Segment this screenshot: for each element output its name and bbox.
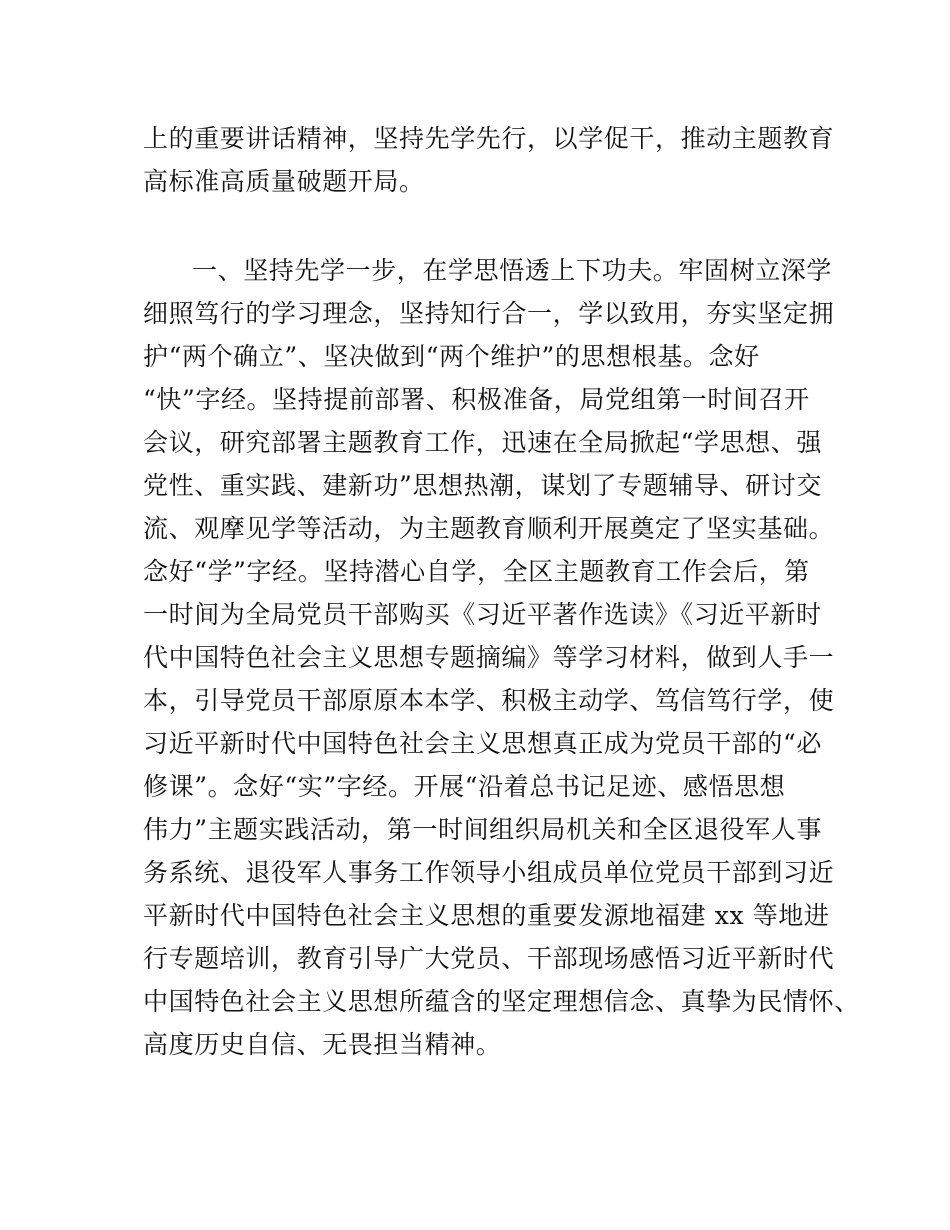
body-line: 修课”。念好“实”字经。开展“沿着总书记足迹、感悟思想 (143, 772, 786, 801)
body-line: 代中国特色社会主义思想专题摘编》等学习材料，做到人手一 (143, 643, 835, 672)
body-line: 伟力”主题实践活动，第一时间组织局机关和全区退役军人事 (143, 815, 822, 844)
body-line: 中国特色社会主义思想所蕴含的坚定理想信念、真挚为民情怀、 (143, 987, 860, 1016)
intro-line: 上的重要讲话精神，坚持先学先行，以学促干，推动主题教育 (143, 124, 835, 153)
section-one-heading-line: 一、坚持先学一步，在学思悟透上下功夫。牢固树立深学 (192, 256, 833, 285)
body-line: 习近平新时代中国特色社会主义思想真正成为党员干部的“必 (143, 729, 822, 758)
body-line: 平新时代中国特色社会主义思想的重要发源地福建 xx 等地进 (143, 901, 830, 930)
body-line: 务系统、退役军人事务工作领导小组成员单位党员干部到习近 (143, 858, 835, 887)
body-line: 细照笃行的学习理念，坚持知行合一，学以致用，夯实坚定拥 (143, 299, 835, 328)
body-line: 党性、重实践、建新功”思想热潮，谋划了专题辅导、研讨交 (143, 471, 822, 500)
body-line: “快”字经。坚持提前部署、积极准备，局党组第一时间召开 (143, 385, 810, 414)
body-line: 会议，研究部署主题教育工作，迅速在全局掀起“学思想、强 (143, 428, 822, 457)
body-line: 本，引导党员干部原原本本学、积极主动学、笃信笃行学，使 (143, 686, 835, 715)
body-line: 一时间为全局党员干部购买《习近平著作选读》《习近平新时 (143, 600, 822, 629)
body-line: 护“两个确立”、坚决做到“两个维护”的思想根基。念好 (143, 342, 760, 371)
body-line: 念好“学”字经。坚持潜心自学，全区主题教育工作会后，第 (143, 557, 810, 586)
body-line: 流、观摩见学等活动，为主题教育顺利开展奠定了坚实基础。 (143, 514, 835, 543)
body-line: 高度历史自信、无畏担当精神。 (143, 1030, 502, 1059)
body-line: 行专题培训，教育引导广大党员、干部现场感悟习近平新时代 (143, 944, 835, 973)
intro-line: 高标准高质量破题开局。 (143, 167, 425, 196)
